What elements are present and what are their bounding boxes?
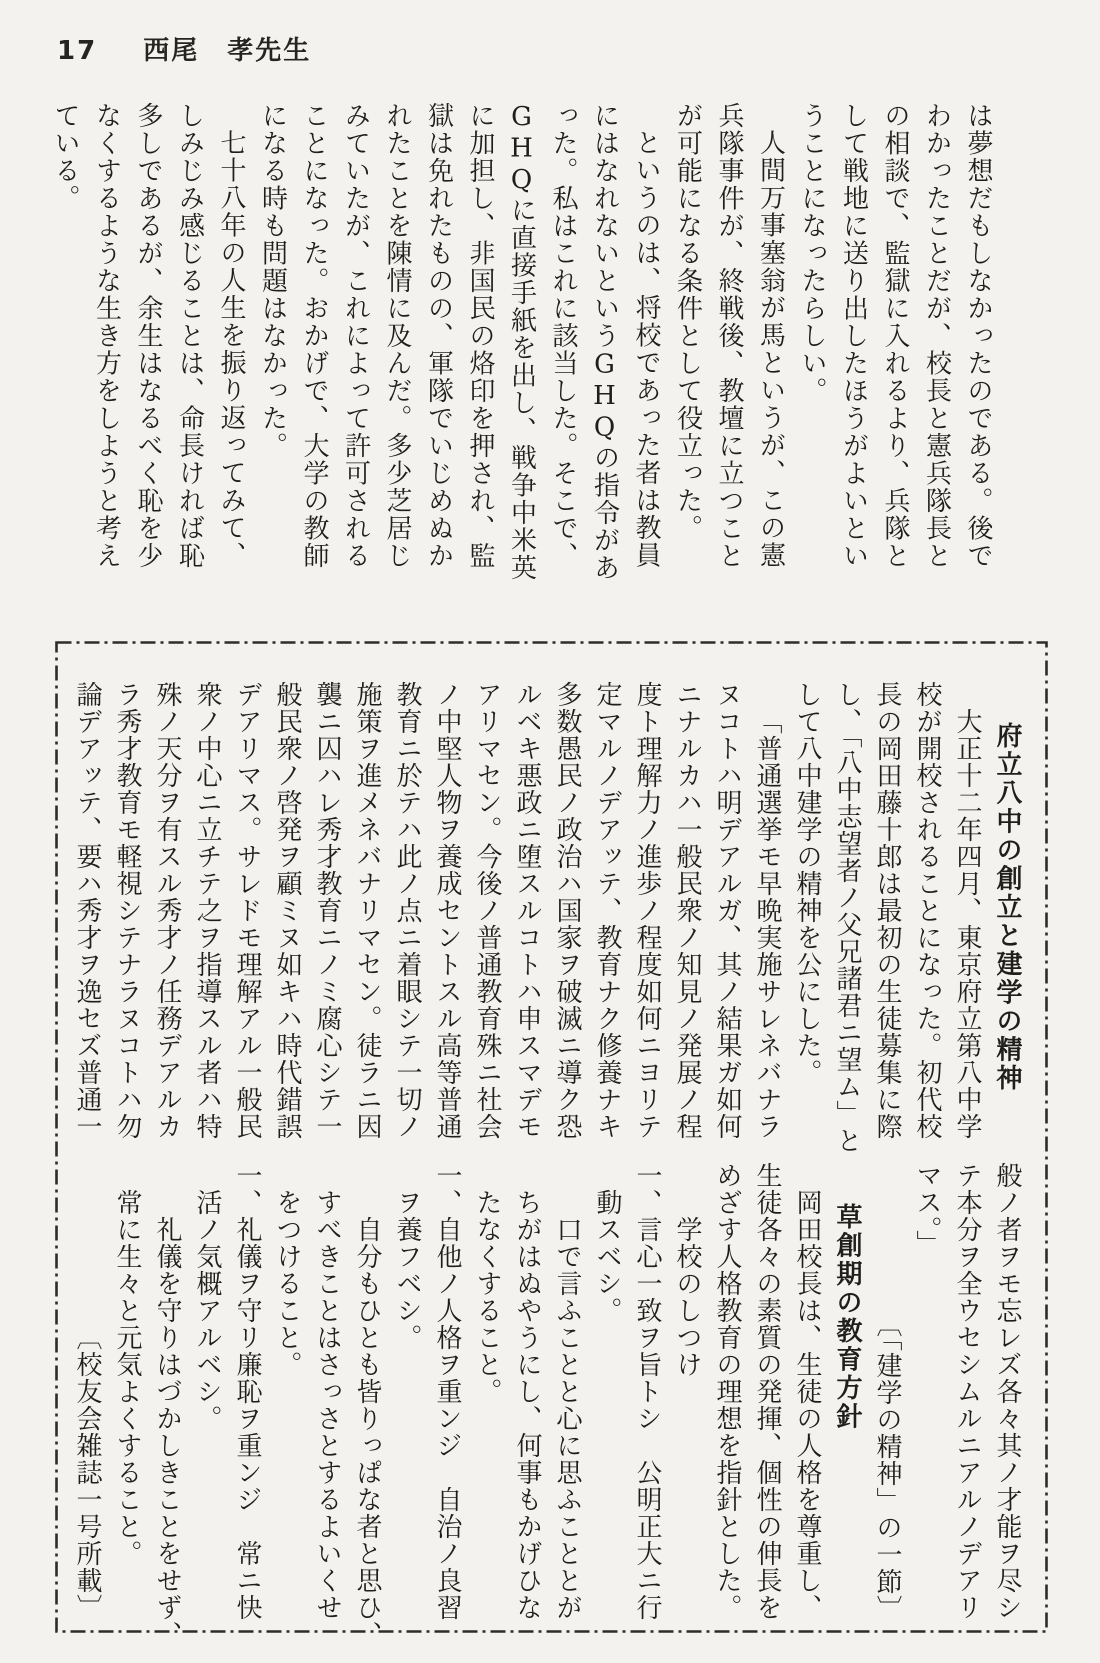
page-header [57, 30, 311, 67]
text-column: に加担し、非国民の烙印を押され、監 [465, 102, 495, 570]
text-column: 校が開校されることになった。初代校 [912, 681, 942, 1140]
text-column: ルベキ悪政ニ堕スルコトハ申スマデモ [512, 681, 542, 1140]
text-column: になる時も問題はなかった。 [257, 102, 288, 460]
text-column: 活ノ気概アルベシ。 [192, 1189, 222, 1432]
text-column: 獄は免れたものの、軍隊でいじめぬか [423, 102, 454, 570]
text-column: わかったことだが、校長と憲兵隊長と [921, 102, 952, 570]
text-column: の相談で、監獄に入れるより、兵隊と [880, 102, 910, 570]
text-column: し、「八中志望者ノ父兄諸君ニ望ム」と [832, 681, 862, 1154]
text-column: にはなれないというGHQの指令があ [589, 102, 620, 582]
text-column: が可能になる条件として役立った。 [672, 102, 703, 542]
text-column: ている。 [50, 102, 80, 212]
text-column: 襲ニ囚ハレ秀才教育ニノミ腐心シテ一 [312, 681, 342, 1140]
text-column: 「普通選挙モ早晩実施サレネバナラ [752, 708, 782, 1140]
text-column: ニナルカハ一般民衆ノ知見ノ発展ノ程 [672, 681, 702, 1140]
text-column: アリマセン。今後ノ普通教育殊ニ社会 [472, 681, 502, 1140]
text-column: 兵隊事件が、終戦後、教壇に立つこと [714, 102, 744, 570]
text-column: 多しであるが、余生はなるべく恥を少 [133, 102, 163, 570]
text-column: 人間万事塞翁が馬というが、この憲 [755, 129, 786, 569]
text-column: をつけること。 [272, 1189, 302, 1378]
text-column: 論デアッテ、要ハ秀才ヲ逸セズ普通一 [72, 681, 102, 1140]
chapter-title: 西尾 孝先生 [143, 36, 312, 66]
text-column: 口で言ふことと心に思ふこととが [552, 1216, 582, 1621]
text-column: 施策ヲ進メネバナリマセン。徒ラニ因 [352, 681, 382, 1140]
text-column: ちがはぬやうにし、何事もかげひな [512, 1189, 542, 1621]
text-column: ヲ養フベシ。 [392, 1189, 422, 1351]
text-column: 大正十二年四月、東京府立第八中学 [952, 708, 982, 1140]
text-column: 殊ノ天分ヲ有スル秀才ノ任務デアルカ [152, 681, 182, 1140]
text-column: 定マルノデアッテ、教育ナク修養ナキ [592, 681, 622, 1140]
text-column: めざす人格教育の理想を指針とした。 [712, 1162, 742, 1621]
text-column: 一、礼儀ヲ守リ廉恥ヲ重ンジ 常ニ快 [232, 1162, 262, 1621]
text-column: 般ノ者ヲモ忘レズ各々其ノ才能ヲ尽シ [992, 1162, 1022, 1621]
text-column: 長の岡田藤十郎は最初の生徒募集に際 [872, 681, 902, 1140]
text-column: 多数愚民ノ政治ハ国家ヲ破滅ニ導ク恐 [552, 681, 582, 1140]
text-column: して八中建学の精神を公にした。 [792, 681, 822, 1086]
text-column: ヌコトハ明デアルガ、其ノ結果ガ如何 [712, 681, 742, 1140]
section-heading: 草創期の教育方針 [832, 1202, 862, 1431]
text-column: なくするような生き方をしようと考え [91, 102, 122, 570]
text-column: 動スベシ。 [592, 1189, 622, 1324]
main-text-block [44, 102, 999, 582]
text-column: デアリマス。サレドモ理解アル一般民 [232, 681, 262, 1140]
text-column: 般民衆ノ啓発ヲ顧ミヌ如キハ時代錯誤 [272, 681, 302, 1140]
text-column: マス。」 [912, 1162, 942, 1257]
text-column: ラ秀才教育モ軽視シテナラヌコトハ勿 [112, 681, 142, 1140]
text-column: 岡田校長は、生徒の人格を尊重し、 [792, 1189, 822, 1621]
text-column: 〔校友会雑誌一号所載〕 [72, 1324, 102, 1621]
text-column: すべきことはさっさとするよいくせ [312, 1189, 342, 1621]
text-column: 〔「建学の精神」の一節〕 [872, 1310, 902, 1622]
text-column: というのは、将校であった者は教員 [631, 129, 661, 569]
text-column: うことになったらしい。 [797, 102, 827, 405]
text-column: しみじみ感じることは、命長ければ恥 [174, 102, 205, 570]
text-column: 礼儀を守りはづかしきことをせず、 [152, 1216, 182, 1648]
text-column: GHQに直接手紙を出し、戦争中米英 [506, 102, 537, 582]
page-number: 17 [57, 36, 98, 66]
text-column: 一、自他ノ人格ヲ重ンジ 自治ノ良習 [432, 1162, 462, 1621]
text-column: テ本分ヲ全ウセシムルニアルノデアリ [952, 1162, 982, 1621]
text-column: 一、言心一致ヲ旨トシ 公明正大ニ行 [632, 1162, 662, 1621]
text-column: れたことを陳情に及んだ。多少芝居じ [382, 102, 412, 570]
text-column: 衆ノ中心ニ立チテ之ヲ指導スル者ハ特 [192, 681, 222, 1140]
text-column: った。私はこれに該当した。そこで、 [548, 102, 578, 570]
text-column: 学校のしつけ [672, 1216, 702, 1378]
boxed-excerpt [55, 641, 1048, 1648]
text-column: 七十八年の人生を振り返ってみて、 [216, 129, 246, 569]
text-column: ことになった。おかげで、大学の教師 [299, 102, 329, 570]
text-column: 常に生々と元気よくすること。 [112, 1189, 142, 1567]
text-column: たなくすること。 [472, 1189, 502, 1405]
text-column: 自分もひとも皆りっぱな者と思ひ、 [352, 1216, 382, 1648]
text-column: 生徒各々の素質の発揮、個性の伸長を [752, 1162, 782, 1621]
section-heading: 府立八中の創立と建学の精神 [992, 721, 1022, 1092]
text-column: 度ト理解力ノ進歩ノ程度如何ニヨリテ [632, 681, 662, 1140]
box-lower-band [67, 1162, 1027, 1648]
text-column: 教育ニ於テハ此ノ点ニ着眼シテ一切ノ [392, 681, 422, 1140]
box-upper-band [67, 681, 1027, 1154]
text-column: みていたが、これによって許可される [340, 102, 371, 570]
text-column: は夢想だもしなかったのである。後で [963, 102, 993, 570]
text-column: ノ中堅人物ヲ養成セントスル高等普通 [432, 681, 462, 1140]
text-column: して戦地に送り出したほうがよいとい [838, 102, 869, 570]
